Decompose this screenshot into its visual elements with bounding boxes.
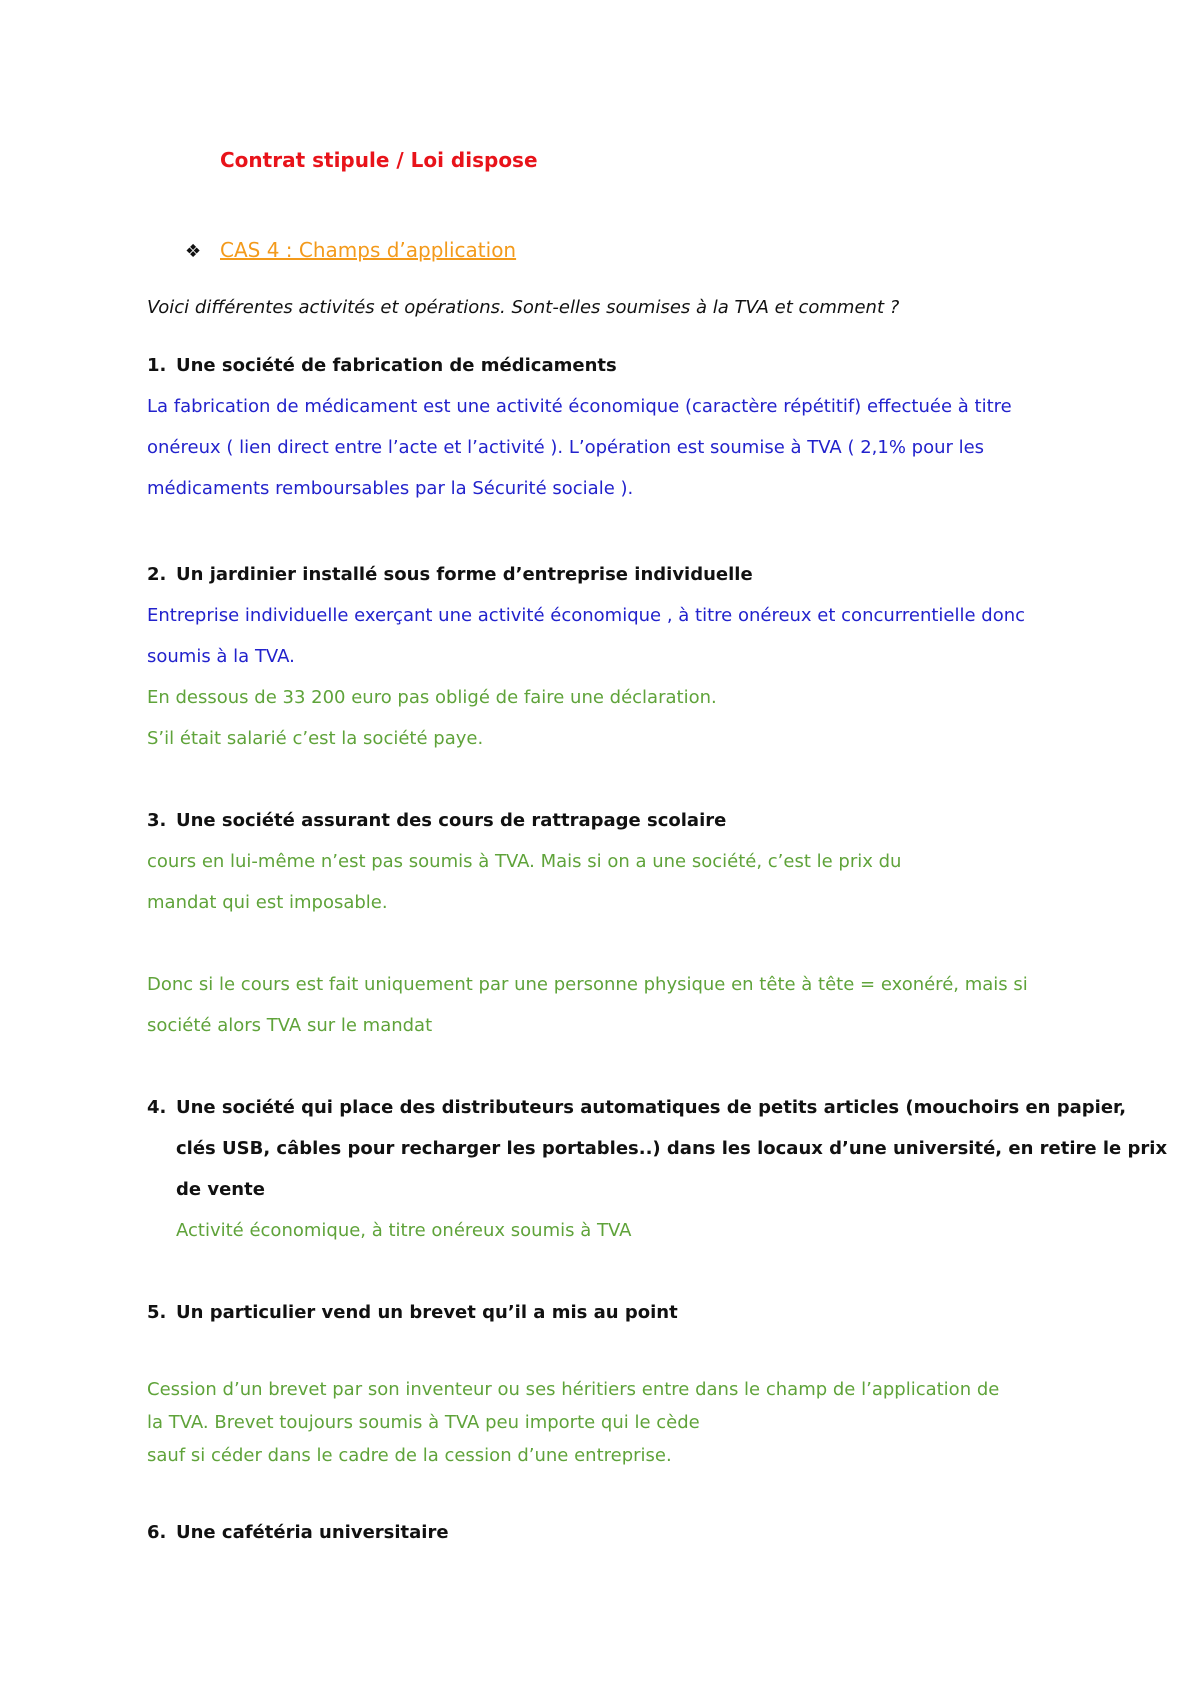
item-3-answer-line: cours en lui-même n’est pas soumis à TVA. Mais si on a une société, c’est le prix du xyxy=(147,851,902,872)
item-5-answer-line: Cession d’un brevet par son inventeur ou ses héritiers entre dans le champ de l’application de xyxy=(147,1379,1000,1400)
item-4-question-line: clés USB, câbles pour recharger les portables..) dans les locaux d’une université, en retire le prix xyxy=(176,1138,1168,1159)
item-4-question-line: Une société qui place des distributeurs automatiques de petits articles (mouchoirs en papier, xyxy=(176,1097,1127,1118)
item-3-number: 3. xyxy=(147,810,167,831)
item-5-answer-line: la TVA. Brevet toujours soumis à TVA peu importe qui le cède xyxy=(147,1412,700,1433)
item-5-question: Un particulier vend un brevet qu’il a mis au point xyxy=(176,1302,678,1323)
item-5-answer-line: sauf si céder dans le cadre de la cession d’une entreprise. xyxy=(147,1445,672,1466)
item-4-answer-line: Activité économique, à titre onéreux soumis à TVA xyxy=(176,1220,632,1241)
item-1-answer-line: La fabrication de médicament est une activité économique (caractère répétitif) effectuée à titre xyxy=(147,396,1012,417)
item-2-question: Un jardinier installé sous forme d’entreprise individuelle xyxy=(176,564,753,585)
diamond-bullet-icon: ❖ xyxy=(185,241,202,262)
item-1-number: 1. xyxy=(147,355,167,376)
item-2-note-line: En dessous de 33 200 euro pas obligé de faire une déclaration. xyxy=(147,687,717,708)
item-3-answer-line: Donc si le cours est fait uniquement par une personne physique en tête à tête = exonéré, mais si xyxy=(147,974,1028,995)
item-3-answer-line: société alors TVA sur le mandat xyxy=(147,1015,433,1036)
page-title: Contrat stipule / Loi dispose xyxy=(220,148,538,172)
item-4-question-line: de vente xyxy=(176,1179,265,1200)
item-2-answer-line: soumis à la TVA. xyxy=(147,646,295,667)
item-3-answer-line: mandat qui est imposable. xyxy=(147,892,388,913)
item-2-note-line: S’il était salarié c’est la société paye. xyxy=(147,728,484,749)
item-1-answer-line: médicaments remboursables par la Sécurité sociale ). xyxy=(147,478,634,499)
item-4-number: 4. xyxy=(147,1097,167,1118)
item-6-number: 6. xyxy=(147,1522,167,1543)
item-5-number: 5. xyxy=(147,1302,167,1323)
case-heading: CAS 4 : Champs d’application xyxy=(220,238,517,262)
item-6-question: Une cafétéria universitaire xyxy=(176,1522,449,1543)
item-1-question: Une société de fabrication de médicaments xyxy=(176,355,617,376)
intro-text: Voici différentes activités et opérations. Sont-elles soumises à la TVA et comment ? xyxy=(147,297,900,318)
item-2-number: 2. xyxy=(147,564,167,585)
item-3-question: Une société assurant des cours de rattrapage scolaire xyxy=(176,810,727,831)
item-1-answer-line: onéreux ( lien direct entre l’acte et l’activité ). L’opération est soumise à TVA ( 2,1% pour les xyxy=(147,437,985,458)
item-2-answer-line: Entreprise individuelle exerçant une activité économique , à titre onéreux et concurrentielle donc xyxy=(147,605,1026,626)
